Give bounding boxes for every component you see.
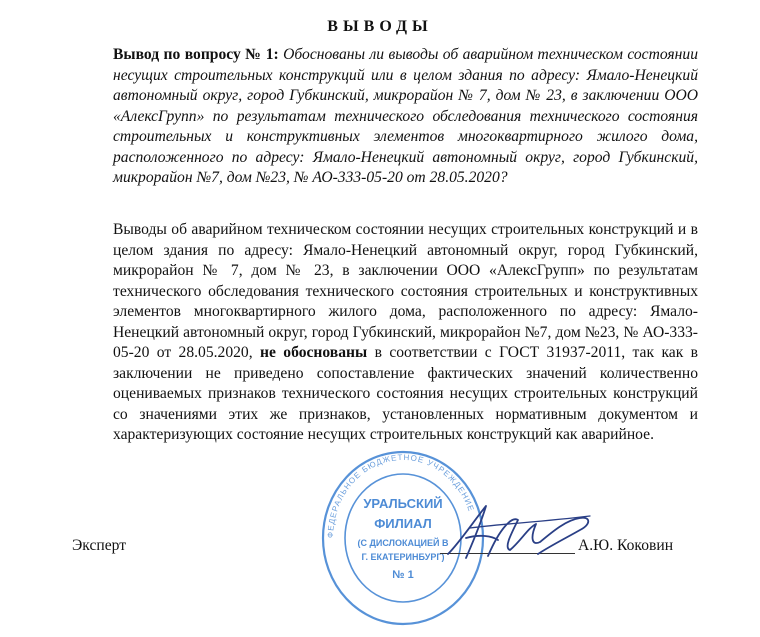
answer-paragraph	[113, 220, 698, 446]
question-paragraph	[113, 45, 698, 189]
stamp-ring-text: ФЕДЕРАЛЬНОЕ БЮДЖЕТНОЕ УЧРЕЖДЕНИЕ	[325, 452, 476, 539]
previous-page-fragment	[0, 0, 760, 5]
section-title: ВЫВОДЫ	[327, 18, 433, 35]
answer-text-part1: Выводы об аварийном техническом состоянии несущих строительных конструкций и в целом здания по адресу: Ямало-Ненецкий автономный округ, город Губкинский, микрорайон № 7, дом № 23, в заключении ООО «АлексГрупп» по результатам технического обследования технического состояния строительных и конструктивных элементов многоквартирного жилого дома, расположенного по адресу: Ямало-Ненецкий автономный округ, город Губкинский, микрорайон №7, дом №23, № АО-333-05-20 от 28.05.2020,	[113, 221, 698, 361]
handwritten-signature	[440, 498, 600, 568]
stamp-line-5: № 1	[392, 569, 414, 581]
answer-text-part2: в соответствии с ГОСТ 31937-2011, так как в заключении не приведено сопоставление фактических значений количественно оцениваемых признаков технического состояния несущих строительных конструкций со значениями этих же признаков, установленных нормативным документом и характеризующих состояние несущих строительных конструкций как аварийное.	[113, 344, 699, 443]
question-label: Вывод по вопросу № 1:	[113, 46, 279, 63]
expert-role-label: Эксперт	[72, 537, 127, 554]
stamp-line-2: ФИЛИАЛ	[374, 516, 432, 531]
stamp-line-4: Г. ЕКАТЕРИНБУРГ)	[361, 552, 445, 562]
answer-emphasis: не обоснованы	[260, 344, 368, 361]
stamp-line-3: (С ДИСЛОКАЦИЕЙ В	[357, 538, 449, 548]
expert-name: А.Ю. Коковин	[578, 537, 674, 554]
question-text: Обоснованы ли выводы об аварийном техническом состоянии несущих строительных конструкций или в целом здания по адресу: Ямало-Ненецкий автономный округ, город Губкинский, микрорайон № 7, дом № 23, в заключении ООО «АлексГрупп» по результатам технического обследования технического состояния строительных и конструктивных элементов многоквартирного жилого дома, расположенного по адресу: Ямало-Ненецкий автономный округ, город Губкинский, микрорайон №7, дом №23, № АО-333-05-20 от 28.05.2020?	[113, 46, 698, 186]
stamp-line-1: УРАЛЬСКИЙ	[363, 496, 443, 511]
